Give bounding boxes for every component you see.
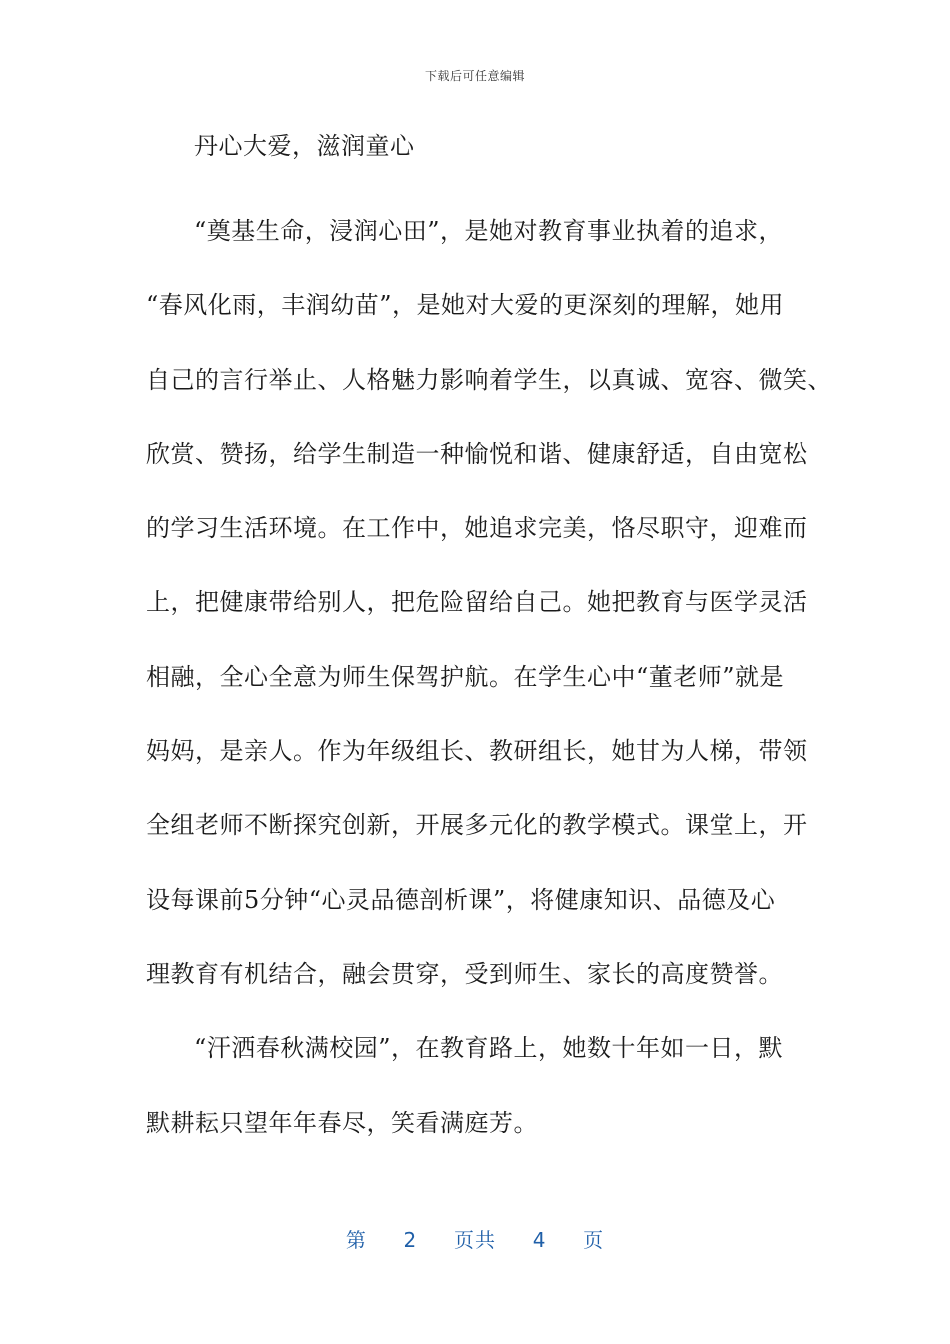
paragraph-line: 相融，全心全意为师生保驾护航。在学生心中“董老师”就是 [146,662,785,691]
footer-middle: 页共 [454,1228,496,1252]
paragraph-line: 理教育有机结合，融会贯穿，受到师生、家长的高度赞誉。 [146,959,783,988]
paragraph-line: “奠基生命，浸润心田”，是她对教育事业执着的追求， [194,217,784,245]
footer-prefix: 第 [345,1228,367,1252]
current-page-number: 2 [403,1228,418,1252]
paragraph-line: 全组老师不断探究创新，开展多元化的教学模式。课堂上，开 [146,811,808,840]
paragraph-line: “汗洒春秋满校园”，在教育路上，她数十年如一日，默 [194,1034,784,1063]
paragraph-line: 欣赏、赞扬，给学生制造一种愉悦和谐、健康舒适，自由宽松 [146,439,808,468]
header-note: 下载后可任意编辑 [424,69,525,83]
paragraph-line: 上，把健康带给别人，把危险留给自己。她把教育与医学灵活 [146,588,808,617]
document-title: 丹心大爱，滋润童心 [194,132,415,160]
paragraph-line: 的学习生活环境。在工作中，她追求完美，恪尽职守，迎难而 [146,514,808,543]
paragraph-line: “春风化雨，丰润幼苗”，是她对大爱的更深刻的理解，她用 [146,291,785,320]
paragraph-line: 设每课前5分钟“心灵品德剖析课”，将健康知识、品德及心 [146,885,776,914]
paragraph-line: 默耕耘只望年年春尽，笑看满庭芳。 [146,1108,538,1137]
paragraph-line: 自己的言行举止、人格魅力影响着学生，以真诚、宽容、微笑、 [146,365,832,394]
total-page-number: 4 [532,1228,547,1252]
paragraph-line: 妈妈，是亲人。作为年级组长、教研组长，她甘为人梯，带领 [146,737,808,766]
document-body [146,120,832,1160]
footer-suffix: 页 [583,1228,605,1252]
page-footer [0,1224,950,1253]
